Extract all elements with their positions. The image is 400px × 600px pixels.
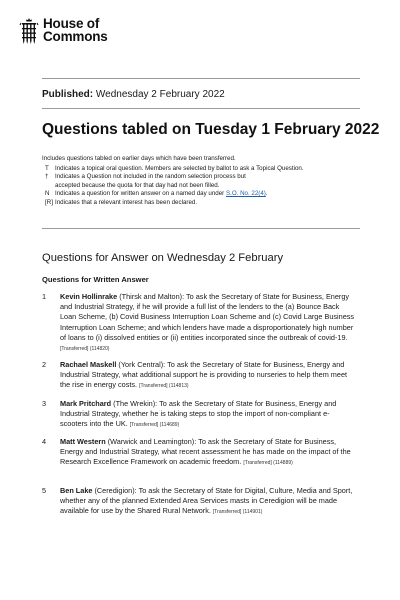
- member-name: Matt Western: [60, 437, 106, 446]
- legend-row-topical: [42, 165, 362, 174]
- member-name: Kevin Hollinrake: [60, 292, 118, 301]
- legend-text: Indicates a Question not included in the random selection process but: [55, 173, 246, 181]
- question-item: [42, 292, 362, 354]
- divider-bottom: [42, 228, 360, 229]
- question-text: To ask the Secretary of State for Business, Energy and Industrial Strategy, what recent assessment he has made on the impact of the Research Excellence Framework on academic freedom.: [60, 437, 351, 467]
- constituency: (Warwick and Leamington):: [107, 437, 197, 446]
- question-tag: [Transferred] (114813): [139, 383, 189, 390]
- legend-row-named-day: [42, 190, 362, 199]
- question-text: To ask the Secretary of State for Business, Energy and Industrial Strategy, if he will provide a full list of the lenders to the (a) Bounce Back Loan Scheme, (b) Covid Business Interruption Loan Scheme and (c) Covid Large Business Interruption Loan Scheme; and which lenders have made a disproportionately high number of loans to (i) dissolved entities or (ii) entities incorporated since the outbreak of covid-19.: [60, 292, 355, 342]
- section-title: Questions for Answer on Wednesday 2 February: [42, 252, 284, 264]
- published-date: Wednesday 2 February 2022: [95, 89, 225, 100]
- question-tag: [Transferred] (114820): [60, 346, 110, 353]
- portcullis-icon: [19, 17, 39, 47]
- legend-symbol: T: [45, 164, 49, 172]
- question-text: To ask the Secretary of State for Business, Energy and Industrial Strategy, whether he is taking steps to stop the import of non-compliant e-scooters into the UK.: [60, 399, 337, 429]
- member-name: Ben Lake: [60, 486, 93, 495]
- legend-text-continued: accepted because the quota for that day had not been filled.: [55, 181, 220, 189]
- question-number: 5: [42, 486, 47, 495]
- question-tag: [Transferred] (114889): [243, 460, 293, 467]
- legend-text: Indicates a topical oral question. Members are selected by ballot to ask a Topical Question.: [55, 164, 304, 172]
- divider-top: [42, 78, 360, 79]
- logo-line-1: House of: [43, 16, 100, 31]
- question-number: 1: [42, 292, 47, 301]
- symbol-legend: [42, 155, 362, 208]
- legend-symbol: [R]: [45, 198, 53, 206]
- question-number: 4: [42, 437, 47, 446]
- constituency: (York Central):: [118, 360, 166, 369]
- subsection-title: Questions for Written Answer: [42, 275, 149, 284]
- question-tag: [Transferred] (114689): [129, 422, 180, 429]
- published-label: Published:: [42, 89, 94, 100]
- legend-text: Indicates that a relevant interest has been declared.: [55, 198, 198, 206]
- legend-text-tail: .: [265, 190, 268, 198]
- question-item: [42, 360, 362, 392]
- constituency: (Thirsk and Malton):: [119, 292, 185, 301]
- member-name: Mark Pritchard: [60, 399, 112, 408]
- question-item: [42, 399, 362, 431]
- question-number: 2: [42, 360, 47, 369]
- constituency: (Ceredigion):: [94, 486, 137, 495]
- legend-row-relevant-interest: [42, 199, 362, 208]
- question-text: To ask the Secretary of State for Digital, Culture, Media and Sport, whether any of the planned Extended Area Services masts in Ceredigion will be made available for use by the Shared Rural Network.: [60, 486, 353, 516]
- divider-middle: [42, 108, 360, 109]
- constituency: (The Wrekin):: [113, 399, 158, 408]
- logo-wordmark: [43, 17, 108, 43]
- question-text: To ask the Secretary of State for Business, Energy and Industrial Strategy, what additional support he is providing to nurseries to help them meet the rise in energy costs.: [60, 360, 348, 390]
- legend-intro: Includes questions tabled on earlier days which have been transferred.: [42, 155, 236, 162]
- page-title: Questions tabled on Tuesday 1 February 2022: [42, 121, 380, 138]
- house-of-commons-logo: [19, 17, 108, 47]
- published-line: [42, 89, 225, 100]
- legend-symbol: N: [45, 190, 50, 198]
- question-item: [42, 486, 362, 518]
- question-number: 3: [42, 399, 47, 408]
- member-name: Rachael Maskell: [60, 360, 117, 369]
- question-item: [42, 437, 362, 469]
- legend-row-dagger: [42, 173, 362, 190]
- question-tag: [Transferred] (114901): [212, 509, 263, 516]
- standing-order-link[interactable]: S.O. No. 22(4): [225, 190, 266, 198]
- legend-text: Indicates a question for written answer on a named day under: [55, 190, 225, 198]
- logo-line-2: Commons: [43, 29, 108, 44]
- legend-symbol: †: [45, 173, 49, 181]
